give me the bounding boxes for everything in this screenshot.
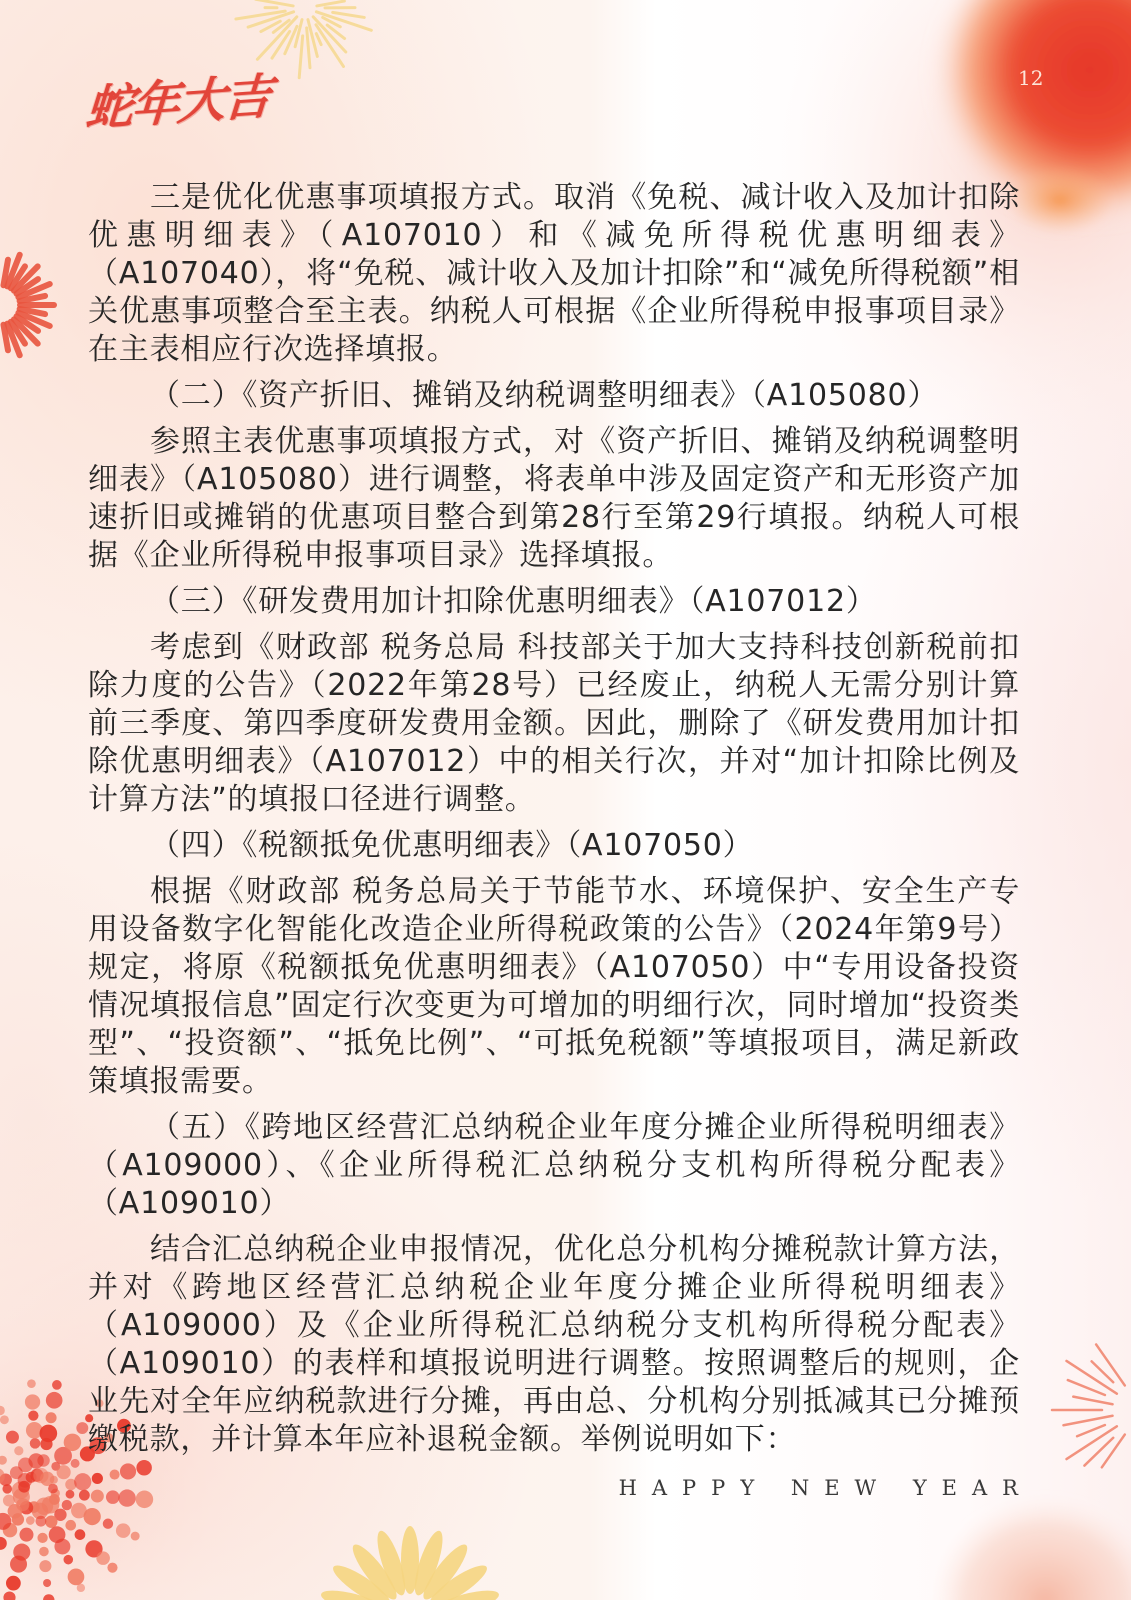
flower-dot bbox=[48, 1484, 58, 1494]
firework-ray bbox=[316, 34, 321, 45]
firework-ray bbox=[1102, 1435, 1125, 1468]
section-paragraph: 结合汇总纳税企业申报情况，优化总分机构分摊税款计算方法，并对《跨地区经营汇总纳税企业年度分摊企业所得税明细表》（A109000）及《企业所得税汇总纳税分支机构所得税分配表》（A109010）的表样和填报说明进行调整。按照调整后的规则，企业先对全年应纳税款进行分摊，再由总、分机构分别抵减其已分摊预缴税款，并计算本年应补退税金额。举例说明如下： bbox=[88, 1232, 1020, 1457]
peach-circle-bottom-right bbox=[930, 1495, 1131, 1600]
flower-dot bbox=[50, 1476, 58, 1484]
flower-dot bbox=[37, 1533, 47, 1543]
flower-dot bbox=[74, 1473, 91, 1490]
flower-dot bbox=[110, 1469, 120, 1479]
section-heading: （五）《跨地区经营汇总纳税企业年度分摊企业所得税明细表》（A109000）、《企业所得税汇总纳税分支机构所得税分配表》（A109010） bbox=[88, 1110, 1020, 1221]
section-heading: （四）《税额抵免优惠明细表》（A107050） bbox=[150, 828, 754, 863]
intro-paragraph: 三是优化优惠事项填报方式。取消《免税、减计收入及加计扣除优惠明细表》（A107010）和《减免所得税优惠明细表》（A107040），将“免税、减计收入及加计扣除”和“减免所得税额”相关优惠事项整合至主表。纳税人可根据《企业所得税申报事项目录》在主表相应行次选择填报。 bbox=[88, 180, 1020, 367]
flower-dot bbox=[3, 1495, 15, 1507]
flower-dot bbox=[77, 1584, 85, 1592]
footer-greeting: HAPPY NEW YEAR bbox=[618, 1476, 1033, 1500]
firework-ray bbox=[333, 12, 365, 17]
flower-dot bbox=[14, 1446, 23, 1455]
flower-dot bbox=[6, 1576, 21, 1591]
flower-dot bbox=[71, 1459, 80, 1468]
new-year-logo: 蛇年大吉 bbox=[83, 68, 272, 138]
flower-dot bbox=[75, 1529, 86, 1540]
section-heading: （三）《研发费用加计扣除优惠明细表》（A107012） bbox=[150, 584, 877, 619]
flower-dot bbox=[103, 1519, 113, 1529]
flower-dot bbox=[62, 1500, 72, 1510]
red-firework-left bbox=[3, 255, 54, 356]
flower-dot bbox=[28, 1410, 38, 1420]
firework-ray bbox=[1073, 1397, 1112, 1405]
flower-dot bbox=[66, 1490, 75, 1499]
section-paragraph: 考虑到《财政部 税务总局 科技部关于加大支持科技创新税前扣除力度的公告》（2022年第28号）已经废止，纳税人无需分别计算前三季度、第四季度研发费用金额。因此，删除了《研发费用加计扣除优惠明细表》（A107012）中的相关行次，并对“加计扣除比例及计算方法”的填报口径进行调整。 bbox=[88, 630, 1020, 817]
flower-dot bbox=[19, 1528, 33, 1542]
section-heading: （二）《资产折旧、摊销及纳税调整明细表》（A105080） bbox=[150, 378, 939, 413]
flower-dot bbox=[37, 1454, 49, 1466]
flower-dot bbox=[68, 1569, 85, 1586]
flower-dot bbox=[136, 1491, 154, 1509]
gold-firework-bottom bbox=[319, 1526, 501, 1600]
firework-ray bbox=[307, 28, 310, 68]
flower-dot bbox=[65, 1520, 76, 1531]
flower-dot bbox=[64, 1434, 81, 1451]
flower-dot bbox=[46, 1412, 57, 1423]
flower-dot bbox=[57, 1465, 71, 1479]
flower-dot bbox=[26, 1516, 35, 1525]
firework-ray bbox=[256, 0, 293, 6]
flower-dot bbox=[118, 1489, 135, 1506]
flower-dot bbox=[25, 1394, 40, 1409]
flower-dot bbox=[107, 1563, 117, 1573]
flower-dot bbox=[106, 1490, 120, 1504]
document-body bbox=[88, 179, 1020, 1467]
flower-dot bbox=[43, 1579, 51, 1587]
flower-dot bbox=[30, 1438, 41, 1449]
flower-dot bbox=[76, 1422, 88, 1434]
flower-dot bbox=[46, 1392, 63, 1409]
firework-ray bbox=[299, 36, 302, 78]
flower-dot bbox=[131, 1532, 140, 1541]
flower-dot bbox=[84, 1508, 101, 1525]
flower-dot bbox=[64, 1555, 74, 1565]
page-number: 12 bbox=[1018, 66, 1044, 90]
orange-glow-top-right bbox=[1005, 165, 1115, 235]
flower-dot bbox=[6, 1431, 19, 1444]
section-paragraph: 根据《财政部 税务总局关于节能节水、环境保护、安全生产专用设备数字化智能化改造企业所得税政策的公告》（2024年第9号）规定，将原《税额抵免优惠明细表》（A107050）中“专用设备投资情况填报信息”固定行次变更为可增加的明细行次，同时增加“投资类型”、“投资额”、“抵免比例”、“可抵免税额”等填报项目，满足新政策填报需要。 bbox=[88, 874, 1020, 1099]
flower-dot bbox=[39, 1560, 51, 1572]
flower-dot bbox=[27, 1379, 36, 1388]
flower-dot bbox=[54, 1539, 70, 1555]
flower-dot bbox=[96, 1551, 110, 1565]
flower-dot bbox=[39, 1547, 49, 1557]
firework-ray bbox=[285, 26, 297, 53]
firework-ray bbox=[1084, 1438, 1113, 1466]
flower-dot bbox=[92, 1473, 103, 1484]
firework-ray bbox=[1077, 1425, 1105, 1436]
flower-dot bbox=[45, 1515, 57, 1527]
firework-ray bbox=[317, 1, 345, 6]
flower-dot bbox=[116, 1523, 131, 1538]
section-paragraph: 参照主表优惠事项填报方式，对《资产折旧、摊销及纳税调整明细表》（A105080）进行调整，将表单中涉及固定资产和无形资产加速折旧或摊销的优惠项目整合到第28行至第29行填报。纳税人可根据《企业所得税申报事项目录》选择填报。 bbox=[88, 424, 1020, 573]
flower-dot bbox=[40, 1425, 58, 1443]
flower-dot bbox=[0, 1415, 9, 1424]
flower-dot bbox=[10, 1556, 27, 1573]
coral-firework-right bbox=[1052, 1344, 1125, 1467]
flower-dot bbox=[91, 1490, 104, 1503]
flower-dot bbox=[79, 1490, 90, 1501]
flower-dot bbox=[52, 1380, 62, 1390]
flower-dot bbox=[36, 1516, 47, 1527]
